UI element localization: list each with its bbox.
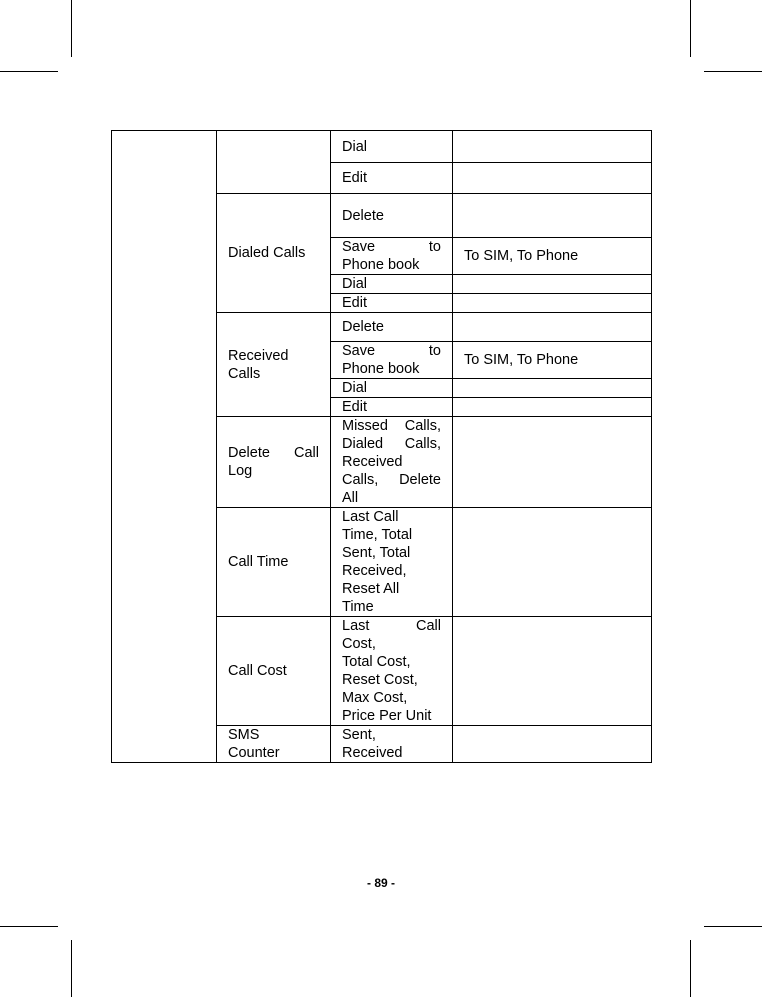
detail-cell — [453, 379, 652, 398]
menu-category-cell — [112, 131, 217, 763]
submenu-call-cost: Call Cost — [217, 617, 331, 726]
crop-mark — [704, 926, 762, 927]
option-line: Time, Total — [342, 527, 413, 543]
option-cell: Delete — [331, 313, 453, 342]
option-cell: Edit — [331, 163, 453, 194]
submenu-label-line: Calls — [228, 365, 261, 382]
option-cell: Delete — [331, 194, 453, 238]
option-cell: Edit — [331, 294, 453, 313]
option-line: Total Cost, — [342, 654, 411, 670]
option-word: Last — [342, 618, 370, 634]
option-line: Phone book — [342, 257, 420, 273]
detail-cell — [453, 398, 652, 417]
submenu-label-line: Log — [228, 463, 253, 479]
crop-mark — [690, 940, 691, 997]
detail-cell — [453, 417, 652, 508]
option-line: All — [342, 490, 359, 506]
option-line: Cost, — [342, 636, 376, 652]
detail-cell — [453, 294, 652, 313]
option-word: to — [428, 343, 441, 359]
submenu-label-line: Counter — [228, 745, 280, 761]
option-line: Received — [342, 454, 403, 470]
option-word: Calls, — [342, 472, 379, 488]
option-line: Time — [342, 599, 374, 615]
option-line: Sent, Total — [342, 545, 411, 561]
submenu-label-line: SMS — [228, 727, 260, 743]
option-line: Phone book — [342, 361, 420, 377]
submenu-cell — [217, 131, 331, 194]
option-cell — [331, 238, 453, 275]
page-number: - 89 - — [366, 876, 395, 890]
option-cell: Dial — [331, 275, 453, 294]
option-word: Missed — [342, 418, 388, 434]
detail-cell — [453, 131, 652, 163]
submenu-label-line — [228, 444, 319, 462]
option-line: Reset Cost, — [342, 672, 418, 688]
option-line: Price Per Unit — [342, 708, 432, 724]
call-log-menu-table — [111, 130, 652, 763]
option-cell: Dial — [331, 131, 453, 163]
submenu-delete-call-log — [217, 417, 331, 508]
option-word: Delete — [399, 472, 441, 488]
option-word: Call — [416, 618, 441, 634]
detail-cell: To SIM, To Phone — [453, 342, 652, 379]
option-line — [342, 342, 441, 360]
option-line — [342, 417, 441, 435]
detail-cell — [453, 163, 652, 194]
option-line: Sent, — [342, 727, 376, 743]
option-word: Calls, — [404, 436, 441, 452]
option-cell — [331, 617, 453, 726]
option-line: Received — [342, 745, 403, 761]
detail-cell — [453, 313, 652, 342]
crop-mark — [0, 926, 58, 927]
crop-mark — [71, 0, 72, 57]
crop-mark — [704, 71, 762, 72]
detail-cell — [453, 726, 652, 763]
submenu-label-line: Received — [228, 347, 289, 364]
option-word: to — [428, 239, 441, 255]
option-cell: Edit — [331, 398, 453, 417]
submenu-received-calls — [217, 313, 331, 417]
option-line: Last Call — [342, 509, 399, 525]
detail-cell — [453, 275, 652, 294]
option-cell: Dial — [331, 379, 453, 398]
crop-mark — [690, 0, 691, 57]
option-line — [342, 435, 441, 453]
submenu-call-time: Call Time — [217, 508, 331, 617]
option-line — [342, 471, 441, 489]
option-word: Dialed — [342, 436, 384, 452]
option-line — [342, 617, 441, 635]
detail-cell — [453, 617, 652, 726]
option-cell — [331, 417, 453, 508]
option-cell — [331, 508, 453, 617]
crop-mark — [71, 940, 72, 997]
submenu-sms-counter — [217, 726, 331, 763]
option-cell — [331, 342, 453, 379]
detail-cell: To SIM, To Phone — [453, 238, 652, 275]
detail-cell — [453, 508, 652, 617]
submenu-label-word: Delete — [228, 445, 270, 461]
detail-cell — [453, 194, 652, 238]
option-line: Max Cost, — [342, 690, 408, 706]
option-line: Reset All — [342, 581, 400, 597]
option-line: Received, — [342, 563, 407, 579]
table-row — [112, 131, 652, 163]
option-word: Calls, — [404, 418, 441, 434]
submenu-label-word: Call — [294, 445, 319, 461]
option-word: Save — [342, 239, 376, 255]
option-cell — [331, 726, 453, 763]
option-line — [342, 238, 441, 256]
crop-mark — [0, 71, 58, 72]
submenu-dialed-calls: Dialed Calls — [217, 194, 331, 313]
option-word: Save — [342, 343, 376, 359]
